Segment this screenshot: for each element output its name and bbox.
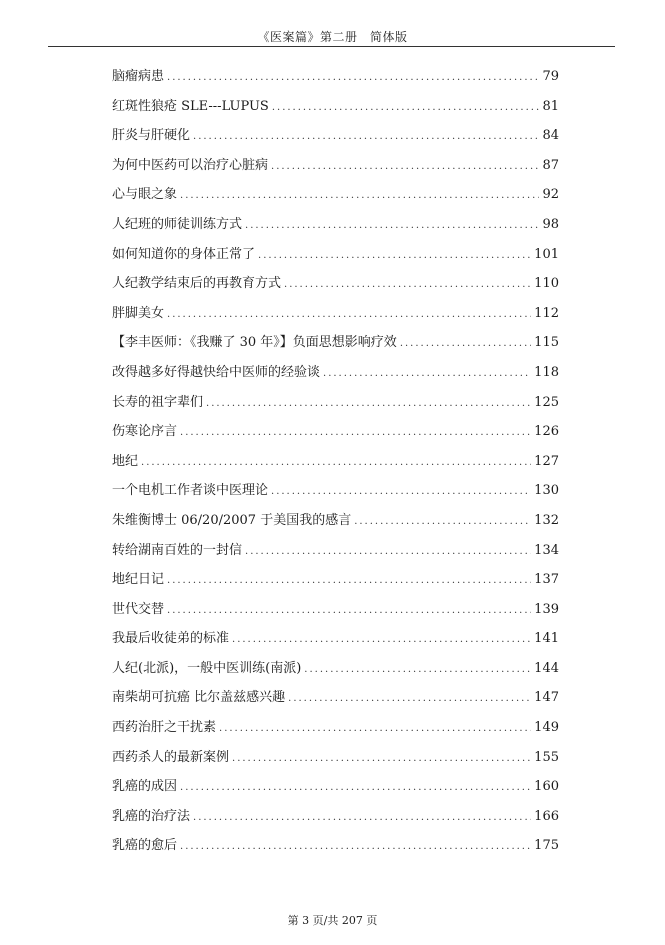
toc-entry-page: 130: [534, 483, 559, 499]
toc-entry-page: 110: [534, 276, 559, 292]
page-footer: 第 3 页/共 207 页: [287, 914, 378, 927]
toc-entry-page: 175: [534, 838, 559, 854]
toc-entry-title: 西药治肝之干扰素: [112, 720, 217, 736]
toc-entry[interactable]: [112, 657, 559, 687]
toc-entry-title: 人纪教学结束后的再教育方式: [112, 276, 282, 292]
toc-entry-title: 地纪: [112, 453, 139, 469]
toc-entry[interactable]: [112, 331, 559, 361]
toc-entry[interactable]: [112, 479, 559, 509]
toc-leader-dots: [304, 664, 531, 675]
toc-entry-page: 134: [534, 542, 559, 558]
header-divider: [48, 46, 615, 47]
toc-entry-page: 132: [534, 512, 559, 528]
toc-entry[interactable]: [112, 183, 559, 213]
toc-entry-title: 地纪日记: [112, 572, 165, 588]
toc-leader-dots: [180, 427, 531, 438]
toc-entry[interactable]: [112, 568, 559, 598]
toc-entry[interactable]: [112, 686, 559, 716]
toc-leader-dots: [180, 190, 539, 201]
toc-leader-dots: [180, 782, 531, 793]
toc-entry[interactable]: [112, 420, 559, 450]
toc-entry-title: 心与眼之象: [112, 187, 178, 203]
toc-leader-dots: [271, 161, 539, 172]
toc-entry[interactable]: [112, 746, 559, 776]
toc-entry-title: 我最后收徒弟的标准: [112, 631, 230, 647]
toc-entry-title: 为何中医药可以治疗心脏病: [112, 157, 269, 173]
page-header: 《医案篇》第二册 简体版: [257, 30, 408, 44]
toc-entry-title: 红斑性狼疮 SLE---LUPUS: [112, 98, 269, 114]
toc-entry-title: 脑瘤病患: [112, 69, 165, 84]
toc-entry-title: 南柴胡可抗癌 比尔盖兹感兴趣: [112, 690, 286, 706]
toc-entry[interactable]: [112, 539, 559, 569]
toc-entry-page: 118: [534, 364, 559, 380]
toc-entry-title: 乳癌的治疗法: [112, 808, 191, 824]
toc-entry-page: 84: [542, 128, 559, 144]
toc-entry[interactable]: [112, 716, 559, 746]
toc-entry[interactable]: [112, 361, 559, 391]
toc-leader-dots: [219, 723, 531, 734]
toc-entry-page: 147: [534, 690, 559, 706]
toc-entry[interactable]: [112, 834, 559, 864]
toc-entry-title: 转给湖南百姓的一封信: [112, 542, 243, 558]
toc-leader-dots: [167, 575, 531, 586]
toc-entry[interactable]: [112, 450, 559, 480]
toc-entry-page: 127: [534, 453, 559, 469]
toc-leader-dots: [323, 368, 531, 379]
toc-entry-title: 伤寒论序言: [112, 424, 178, 440]
toc-leader-dots: [167, 309, 531, 320]
toc-entry-page: 126: [534, 424, 559, 440]
toc-entry[interactable]: [112, 95, 559, 125]
toc-leader-dots: [284, 279, 531, 290]
toc-entry-page: 125: [534, 394, 559, 410]
toc-entry-title: 世代交替: [112, 601, 165, 617]
toc-entry-page: 92: [542, 187, 559, 203]
toc-entry[interactable]: [112, 65, 559, 95]
toc-entry-title: 改得越多好得越快给中医师的经验谈: [112, 364, 321, 380]
toc-leader-dots: [232, 634, 531, 645]
toc-entry[interactable]: [112, 391, 559, 421]
toc-entry[interactable]: [112, 302, 559, 332]
toc-entry[interactable]: [112, 627, 559, 657]
toc-leader-dots: [206, 398, 531, 409]
toc-entry[interactable]: [112, 509, 559, 539]
toc-entry-page: 115: [534, 335, 559, 351]
toc-entry-title: 长寿的祖字辈们: [112, 394, 204, 410]
toc-leader-dots: [272, 102, 540, 113]
toc-leader-dots: [288, 693, 531, 704]
toc-entry-title: 胖脚美女: [112, 305, 165, 321]
toc-entry-title: 人纪班的师徒训练方式: [112, 216, 243, 232]
toc-entry-page: 98: [542, 216, 559, 232]
toc-entry-page: 141: [534, 631, 559, 647]
toc-entry-page: 81: [542, 98, 559, 114]
toc-entry-page: 149: [534, 720, 559, 736]
toc-leader-dots: [193, 812, 531, 823]
toc-entry[interactable]: [112, 775, 559, 805]
toc-entry[interactable]: [112, 272, 559, 302]
toc-entry-title: 人纪(北派)，一般中医训练(南派): [112, 660, 302, 676]
toc-entry-title: 乳癌的愈后: [112, 838, 178, 854]
toc-entry-page: 144: [534, 660, 559, 676]
toc-entry-page: 139: [534, 601, 559, 617]
toc-entry-title: 【李丰医师：《我赚了 30 年》】负面思想影响疗效: [112, 335, 397, 351]
toc-entry[interactable]: [112, 598, 559, 628]
toc-leader-dots: [167, 72, 539, 83]
toc-entry-title: 一个电机工作者谈中医理论: [112, 483, 269, 499]
toc-entry[interactable]: [112, 213, 559, 243]
toc-entry[interactable]: [112, 124, 559, 154]
toc-entry-page: 87: [542, 157, 559, 173]
toc-entry-page: 79: [542, 69, 559, 84]
toc-entry-page: 155: [534, 749, 559, 765]
toc-entry-page: 137: [534, 572, 559, 588]
toc-leader-dots: [167, 605, 531, 616]
toc-entry-page: 101: [534, 246, 559, 262]
toc-leader-dots: [193, 131, 539, 142]
toc-leader-dots: [232, 753, 531, 764]
toc-leader-dots: [141, 457, 531, 468]
toc-entry-page: 166: [534, 808, 559, 824]
toc-leader-dots: [180, 841, 531, 852]
toc-entry-title: 如何知道你的身体正常了: [112, 246, 256, 262]
toc-leader-dots: [271, 486, 531, 497]
toc-entry-page: 160: [534, 779, 559, 795]
toc-leader-dots: [400, 338, 531, 349]
toc-entry-page: 112: [534, 305, 559, 321]
toc-entry[interactable]: [112, 243, 559, 273]
toc-entry-title: 朱维衡博士 06/20/2007 于美国我的感言: [112, 512, 352, 528]
toc-entry[interactable]: [112, 154, 559, 184]
toc-leader-dots: [245, 546, 531, 557]
toc-leader-dots: [354, 516, 531, 527]
toc-leader-dots: [245, 220, 539, 231]
toc-entry-title: 乳癌的成因: [112, 779, 178, 795]
toc-entry[interactable]: [112, 805, 559, 835]
toc-leader-dots: [258, 250, 531, 261]
toc-entry-title: 肝炎与肝硬化: [112, 128, 191, 144]
table-of-contents: [112, 65, 559, 864]
toc-entry-title: 西药杀人的最新案例: [112, 749, 230, 765]
